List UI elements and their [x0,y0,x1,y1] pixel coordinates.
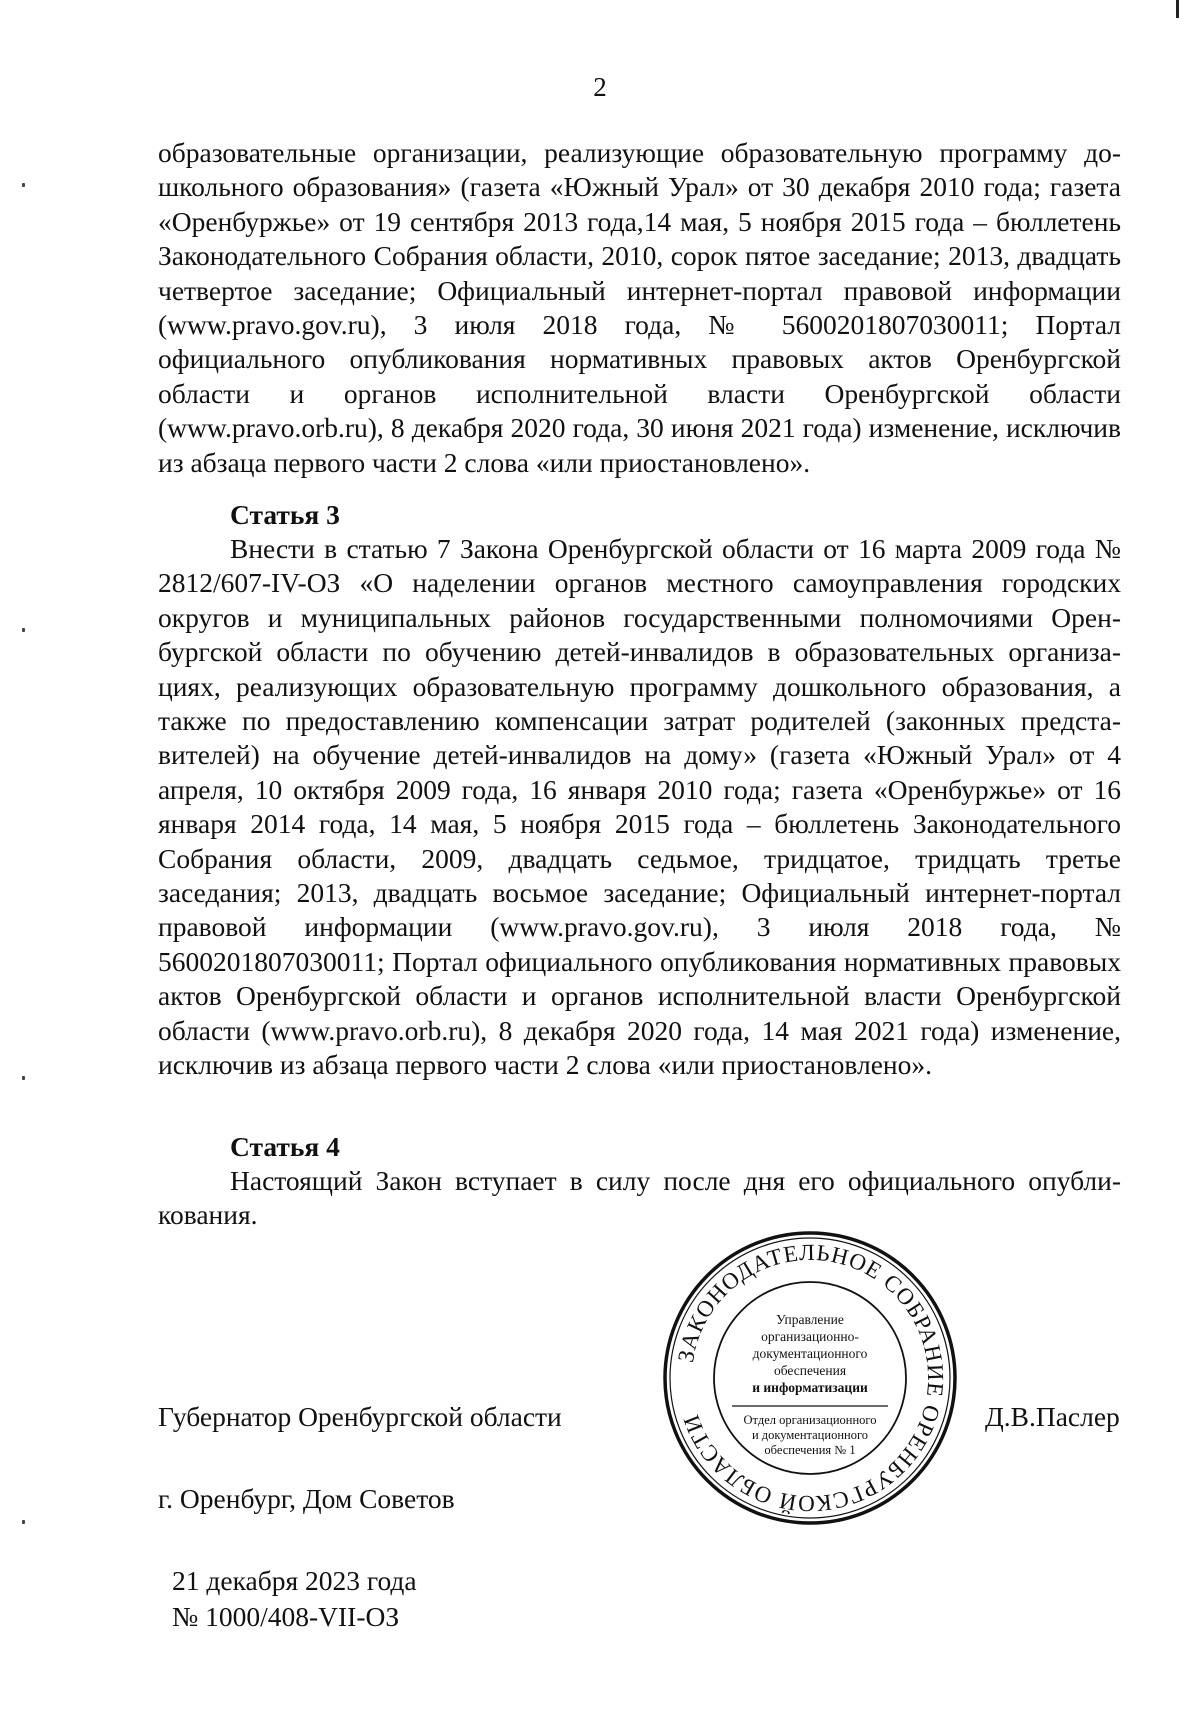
article-3-text: Внести в статью 7 Закона Оренбургской области от 16 марта 2009 года № 2812/607-IV-ОЗ «О наделении органов местного самоуправления городских округов и муниципальных районов государственными полномочиями Оренбургской области по обучению детей-инвалидов в образовательных организациях, реализующих образовательную программу дошкольного образования, а также по предоставлению компенсации затрат родителей (законных представителей) на обучение детей-инвалидов на дому» (газета «Южный Урал» от 4 апреля, 10 октября 2009 года, 16 января 2010 года; газета «Оренбуржье» от 16 января 2014 года, 14 мая, 5 ноября 2015 года – бюллетень Законодательного Собрания области, 2009, двадцать седьмое, тридцатое, тридцать третье заседания; 2013, двадцать восьмое заседание; Официальный интернет-портал правовой информации (www.pravo.gov.ru), 3 июля 2018 года, № 5600201807030011; Портал официального опубликования нормативных правовых актов Оренбургской области и органов исполнительной власти Оренбургской области (www.pravo.orb.ru), 8 декабря 2020 года, 14 мая 2021 года) изменение, исключив из абзаца первого части 2 слова «или приостановлено». [158,533,1121,1081]
article-4-block [158,1164,1121,1233]
svg-text:обеспечения № 1: обеспечения № 1 [764,1443,856,1457]
article-3-block [158,532,1121,1083]
intro-paragraph: образовательные организации, реализующие образовательную программу дошкольного образования» (газета «Южный Урал» от 30 декабря 2010 года; газета «Оренбуржье» от 19 сентября 2013 года,14 мая, 5 ноября 2015 года – бюллетень Законодательного Собрания области, 2010, сорок пятое заседание; 2013, двадцать четвертое заседание; Официальный интернет-портал правовой информации (www.pravo.gov.ru), 3 июля 2018 года, № 5600201807030011; Портал официального опубликования нормативных правовых актов Оренбургской области и органов исполнительной власти Оренбургской области (www.pravo.orb.ru), 8 декабря 2020 года, 30 июня 2021 года) изменение, исключив из абзаца первого части 2 слова «или приостановлено». [158,137,1121,478]
seal-inner-text [752,1312,868,1395]
signatory-position: Губернатор Оренбургской области [158,1401,562,1432]
seal-graphic [660,1228,960,1528]
law-number: № 1000/408-VII-ОЗ [172,1601,400,1632]
seal-lower-text [744,1413,877,1457]
article-3-heading: Статья 3 [230,499,340,530]
svg-text:документационного: документационного [752,1346,868,1361]
intro-paragraph-block [158,136,1121,480]
seal-ring-text: ЗАКОНОДАТЕЛЬНОЕ СОБРАНИЕ ОРЕНБУРГСКОЙ ОБЛАСТИ [673,1239,949,1517]
svg-text:обеспечения: обеспечения [773,1363,847,1378]
scan-speck [22,628,25,632]
svg-text:Отдел организационного: Отдел организационного [743,1413,877,1427]
scan-speck [22,1076,25,1080]
article-4-text: Настоящий Закон вступает в силу после дня его официального опубликования. [158,1165,1121,1231]
svg-text:Управление: Управление [776,1312,844,1327]
scan-speck [22,183,25,187]
signatory-name: Д.В.Паслер [985,1401,1120,1432]
svg-text:организационно-: организационно- [761,1329,859,1344]
law-date: 21 декабря 2023 года [172,1565,417,1596]
scan-speck [22,1520,25,1524]
official-seal [660,1228,960,1528]
svg-text:и информатизации: и информатизации [752,1380,868,1395]
page-number: 2 [593,72,607,102]
scan-edge-mark [1176,0,1179,18]
svg-text:и документационного: и документационного [751,1428,869,1442]
article-4-heading: Статья 4 [230,1131,340,1162]
signing-place: г. Оренбург, Дом Советов [158,1483,455,1514]
